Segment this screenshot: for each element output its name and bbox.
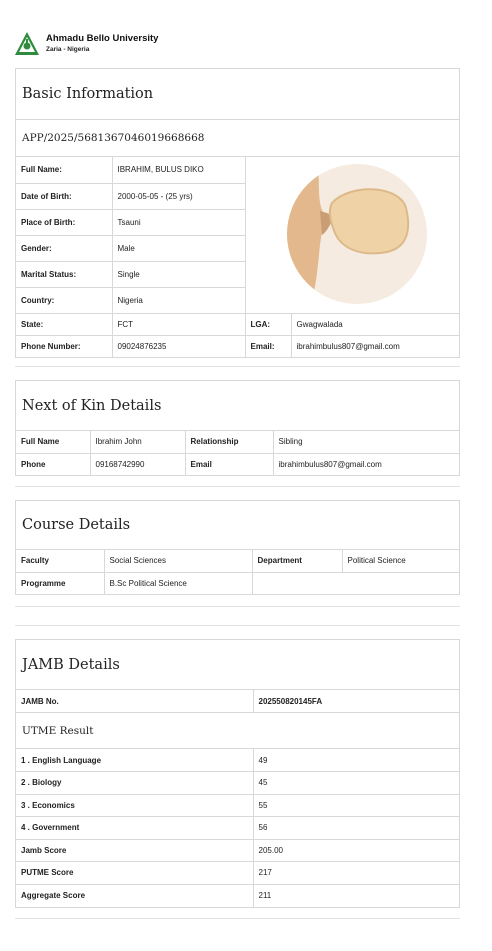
table-row	[16, 453, 459, 475]
faculty-value: Social Sciences	[104, 550, 252, 572]
jamb-number-table	[16, 690, 459, 712]
state-label: State:	[16, 313, 112, 335]
phone-number-label: Phone Number:	[16, 335, 112, 357]
table-row	[16, 431, 459, 453]
table-row	[16, 313, 459, 335]
email-label: Email:	[245, 335, 291, 357]
full-name-value: IBRAHIM, BULUS DIKO	[112, 157, 245, 183]
table-row	[16, 749, 459, 772]
putme-score-value: 217	[253, 862, 459, 885]
programme-value: B.Sc Political Science	[104, 572, 252, 594]
table-row	[16, 572, 459, 594]
country-label: Country:	[16, 287, 112, 313]
department-label: Department	[252, 550, 342, 572]
course-details-title: Course Details	[16, 501, 459, 550]
table-row	[16, 772, 459, 795]
basic-info-table	[16, 157, 459, 357]
faculty-label: Faculty	[16, 550, 104, 572]
state-value: FCT	[112, 313, 245, 335]
university-name: Ahmadu Bello University	[46, 33, 159, 44]
subject-score: 55	[253, 794, 459, 817]
email-value: ibrahimbulus807@gmail.com	[291, 335, 459, 357]
passport-photo	[280, 163, 434, 305]
subject-label: 4 . Government	[16, 817, 253, 840]
kin-email-label: Email	[185, 453, 273, 475]
marital-status-label: Marital Status:	[16, 261, 112, 287]
divider	[15, 366, 460, 367]
jamb-number-value: 202550820145FA	[253, 690, 459, 712]
jamb-score-label: Jamb Score	[16, 839, 253, 862]
kin-email-value: ibrahimbulus807@gmail.com	[273, 453, 459, 475]
place-of-birth-label: Place of Birth:	[16, 209, 112, 235]
table-row	[16, 550, 459, 572]
table-row	[16, 157, 459, 183]
basic-information-section	[15, 68, 460, 358]
aggregate-score-label: Aggregate Score	[16, 884, 253, 907]
page-header	[14, 28, 158, 60]
table-row	[16, 839, 459, 862]
table-row	[16, 794, 459, 817]
photo-cell	[245, 157, 459, 313]
full-name-label: Full Name:	[16, 157, 112, 183]
jamb-score-value: 205.00	[253, 839, 459, 862]
subject-score: 49	[253, 749, 459, 772]
dob-label: Date of Birth:	[16, 183, 112, 209]
jamb-details-title: JAMB Details	[16, 640, 459, 690]
aggregate-score-value: 211	[253, 884, 459, 907]
jamb-details-section	[15, 639, 460, 908]
divider	[15, 625, 460, 626]
gender-label: Gender:	[16, 235, 112, 261]
table-row	[16, 690, 459, 712]
next-of-kin-title: Next of Kin Details	[16, 381, 459, 431]
kin-full-name-value: Ibrahim John	[90, 431, 185, 453]
kin-phone-label: Phone	[16, 453, 90, 475]
table-row	[16, 884, 459, 907]
empty-cell	[252, 572, 459, 594]
table-row	[16, 862, 459, 885]
gender-value: Male	[112, 235, 245, 261]
kin-full-name-label: Full Name	[16, 431, 90, 453]
kin-relationship-value: Sibling	[273, 431, 459, 453]
course-details-section	[15, 500, 460, 595]
jamb-number-label: JAMB No.	[16, 690, 253, 712]
country-value: Nigeria	[112, 287, 245, 313]
divider	[15, 606, 460, 607]
university-location: Zaria - Nigeria	[46, 46, 90, 53]
abu-crest-icon	[14, 31, 40, 57]
basic-information-title: Basic Information	[16, 69, 459, 120]
divider	[15, 918, 460, 919]
application-number: APP/2025/5681367046019668668	[16, 120, 459, 157]
subject-label: 3 . Economics	[16, 794, 253, 817]
table-row	[16, 817, 459, 840]
subject-label: 2 . Biology	[16, 772, 253, 795]
place-of-birth-value: Tsauni	[112, 209, 245, 235]
lga-value: Gwagwalada	[291, 313, 459, 335]
divider	[15, 486, 460, 487]
utme-result-table	[16, 749, 459, 907]
phone-number-value: 09024876235	[112, 335, 245, 357]
lga-label: LGA:	[245, 313, 291, 335]
dob-value: 2000-05-05 - (25 yrs)	[112, 183, 245, 209]
subject-score: 45	[253, 772, 459, 795]
kin-relationship-label: Relationship	[185, 431, 273, 453]
putme-score-label: PUTME Score	[16, 862, 253, 885]
marital-status-value: Single	[112, 261, 245, 287]
table-row	[16, 335, 459, 357]
university-block	[46, 33, 158, 55]
subject-label: 1 . English Language	[16, 749, 253, 772]
next-of-kin-section	[15, 380, 460, 476]
next-of-kin-table	[16, 431, 459, 475]
course-details-table	[16, 550, 459, 594]
kin-phone-value: 09168742990	[90, 453, 185, 475]
subject-score: 56	[253, 817, 459, 840]
utme-result-title: UTME Result	[16, 712, 459, 749]
programme-label: Programme	[16, 572, 104, 594]
department-value: Political Science	[342, 550, 459, 572]
